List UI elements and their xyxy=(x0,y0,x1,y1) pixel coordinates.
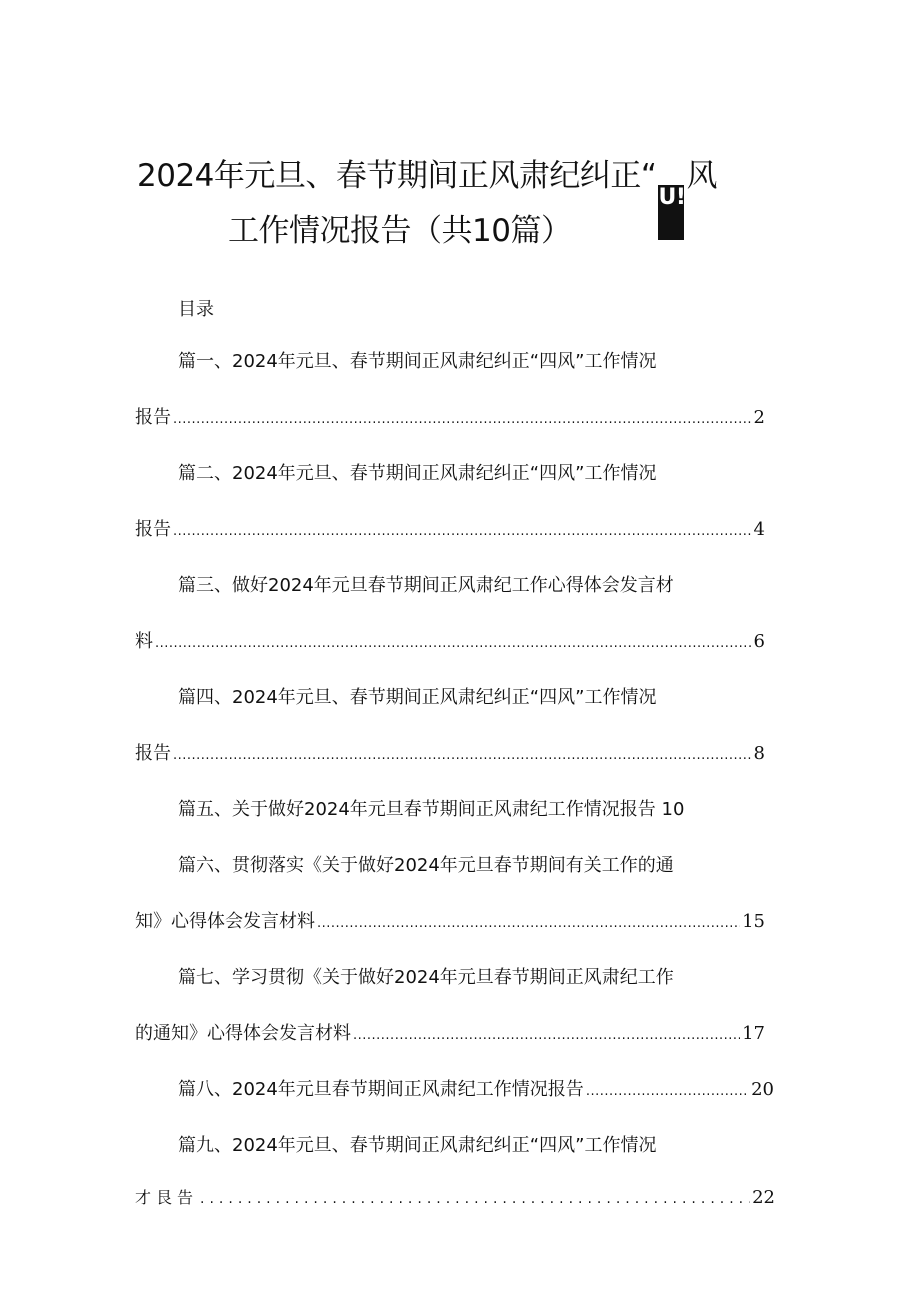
toc-entry-6-continuation[interactable] xyxy=(135,910,765,936)
dot-leader xyxy=(173,744,752,768)
toc-entry-9-title[interactable]: 篇九、2024年元旦、春节期间正风肃纪纠正“四风”工作情况 xyxy=(178,1135,657,1156)
toc-page-number: 15 xyxy=(742,911,765,932)
toc-entry-text: 的通知》心得体会发言材料 xyxy=(135,1023,351,1044)
toc-entry-1-continuation[interactable] xyxy=(135,406,765,432)
toc-entry-2-title[interactable]: 篇二、2024年元旦、春节期间正风肃纪纠正“四风”工作情况 xyxy=(178,463,657,484)
dot-leader xyxy=(155,632,752,656)
title-text-prefix: 2024年元旦、春节期间正风肃纪纠正“ xyxy=(137,158,657,194)
toc-entry-2-continuation[interactable] xyxy=(135,518,765,544)
toc-entry-7-continuation[interactable] xyxy=(135,1022,765,1048)
toc-entry-7-title[interactable]: 篇七、学习贯彻《关于做好2024年元旦春节期间正风肃纪工作 xyxy=(178,967,674,988)
document-title-line-2: 工作情况报告（共10篇） xyxy=(228,213,572,249)
toc-entry-text: 报告 xyxy=(135,519,171,540)
toc-page-number: 17 xyxy=(742,1023,765,1044)
dot-leader xyxy=(317,912,740,936)
toc-entry-4-title[interactable]: 篇四、2024年元旦、春节期间正风肃纪纠正“四风”工作情况 xyxy=(178,687,657,708)
toc-entry-3-title[interactable]: 篇三、做好2024年元旦春节期间正风肃纪工作心得体会发言材 xyxy=(178,575,674,596)
toc-entry-5-title[interactable]: 篇五、关于做好2024年元旦春节期间正风肃纪工作情况报告 10 xyxy=(178,799,685,820)
toc-entry-6-title[interactable]: 篇六、贯彻落实《关于做好2024年元旦春节期间有关工作的通 xyxy=(178,855,674,876)
toc-page-number: 4 xyxy=(753,519,765,540)
dot-leader xyxy=(173,408,752,432)
toc-entry-text: 报告 xyxy=(135,407,171,428)
toc-entry-8[interactable] xyxy=(178,1078,774,1104)
toc-entry-text: 才艮告 xyxy=(135,1188,199,1207)
toc-page-number: 8 xyxy=(753,743,765,764)
toc-entry-text: 报告 xyxy=(135,743,171,764)
dot-leader xyxy=(200,1187,750,1211)
toc-entry-text: 篇八、2024年元旦春节期间正风肃纪工作情况报告 xyxy=(178,1079,584,1100)
dot-leader xyxy=(173,520,752,544)
toc-page-number: 20 xyxy=(751,1079,774,1100)
toc-entry-text: 料 xyxy=(135,631,153,652)
toc-heading: 目录 xyxy=(178,299,214,320)
toc-entry-3-continuation[interactable] xyxy=(135,630,765,656)
toc-entry-1-title[interactable]: 篇一、2024年元旦、春节期间正风肃纪纠正“四风”工作情况 xyxy=(178,351,657,372)
toc-entry-4-continuation[interactable] xyxy=(135,742,765,768)
title-text-suffix: 风 xyxy=(686,158,717,194)
toc-page-number: 6 xyxy=(753,631,765,652)
toc-entry-9-continuation[interactable] xyxy=(135,1186,775,1211)
toc-page-number: 22 xyxy=(752,1187,775,1208)
toc-page-number: 2 xyxy=(753,407,765,428)
dot-leader xyxy=(353,1024,740,1048)
dot-leader xyxy=(586,1080,749,1104)
toc-entry-text: 知》心得体会发言材料 xyxy=(135,911,315,932)
scan-artifact-block: U! xyxy=(658,185,684,240)
